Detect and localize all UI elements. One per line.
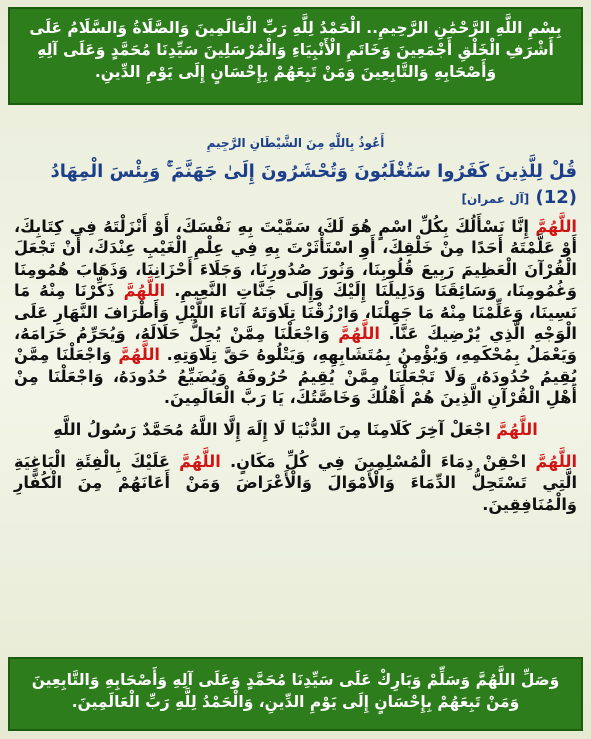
verse-number: (12) <box>535 187 577 208</box>
dua-muslims-part1: احْقِنْ دِمَاءَ الْمُسْلِمِينَ فِي كُلِّ مَكَانٍ. <box>230 451 527 471</box>
header-banner <box>8 7 583 105</box>
allahumma-word: اللَّهُمَّ <box>535 451 578 471</box>
quran-verse <box>14 159 577 212</box>
allahumma-word: اللَّهُمَّ <box>496 419 538 439</box>
footer-banner-text: وَصَلِّ اللَّهُمَّ وَسَلِّمْ وَبَارِكْ عَلَى سَيِّدِنَا مُحَمَّدٍ وَعَلَى آلِهِ وَأَصْحَابِهِ وَالتَّابِعِينَ وَمَنْ تَبِعَهُمْ بِإِحْسَانٍ إِلَى يَوْمِ الدِّينِ، وَالْحَمْدُ لِلَّهِ رَبِّ الْعَالَمِينَ. <box>31 671 560 711</box>
allahumma-word: اللَّهُمَّ <box>179 451 221 471</box>
dua-last-words <box>14 419 577 441</box>
allahumma-word: اللَّهُمَّ <box>338 324 380 344</box>
dua-quran-part1: إِنَّا نَسْأَلُكَ بِكُلِّ اسْمٍ هُوَ لَكَ، سَمَّيْتَ بِهِ نَفْسَكَ، أَوْ أَنْزَلْتَهُ فِي كِتَابِكَ، أَوْ عَلَّمْتَهُ أَحَدًا مِنْ خَلْقِكَ، أَوِ اسْتَأْثَرْتَ بِهِ فِي عِلْمِ الْغَيْبِ عِنْدَكَ، أَنْ تَجْعَلَ الْقُرْآنَ الْعَظِيمَ رَبِيعَ قُلُوبِنَا، وَنُورَ صُدُورِنَا، وَجَلَاءَ أَحْزَانِنَا، وَذَهَابَ هُمُومِنَا وَغُمُومِنَا، وَسَائِقَنَا وَدَلِيلَنَا إِلَيْكَ وَإِلَى جَنَّاتِ النَّعِيمِ. <box>14 217 577 301</box>
dua-muslims-part2: عَلَيْكَ بِالْفِئَةِ الْبَاغِيَةِ الَّتِي تَسْتَحِلُّ الدِّمَاءَ وَالْأَمْوَالَ وَالْأَعْرَاضَ وَمَنْ أَعَانَهُمْ مِنَ الْكُفَّارِ وَالْمُنَافِقِينَ. <box>14 451 577 514</box>
dua-quran-part2: ذَكِّرْنَا مِنْهُ مَا نَسِينَا، وَعَلِّمْنَا مِنْهُ مَا جَهِلْنَا، وَارْزُقْنَا تِلَاوَتَهُ آنَاءَ اللَّيْلِ وَأَطْرَافَ النَّهَارِ عَلَى الْوَجْهِ الَّذِي يُرْضِيكَ عَنَّا. <box>14 281 577 344</box>
dua-muslims <box>14 451 577 516</box>
allahumma-word: اللَّهُمَّ <box>118 345 160 365</box>
dua-quran-part4: وَاجْعَلْنَا مِمَّنْ يُقِيمُ حُدُودَهُ، وَلَا تَجْعَلْنَا مِمَّنْ يُقِيمُ حُرُوفَهُ وَيُضَيِّعُ حُدُودَهُ، وَاجْعَلْنَا مِنْ أَهْلِ الْقُرْآنِ الَّذِينَ هُمْ أَهْلُكَ وَخَاصَّتُكَ، يَا رَبَّ الْعَالَمِينَ. <box>14 345 577 408</box>
dua-quran-part3: وَاجْعَلْنَا مِمَّنْ يُحِلُّ حَلَالَهُ، وَيُحَرِّمُ حَرَامَهُ، وَيَعْمَلُ بِمُحْكَمِهِ، وَيُؤْمِنُ بِمُتَشَابِهِهِ، وَيَتْلُوهُ حَقَّ تِلَاوَتِهِ. <box>14 324 577 365</box>
dua-quran <box>14 216 577 409</box>
verse-text: قُلْ لِلَّذِينَ كَفَرُوا سَتُغْلَبُونَ وَتُحْشَرُونَ إِلَىٰ جَهَنَّمَ ۚ وَبِئْسَ الْمِهَادُ <box>50 161 577 182</box>
dua-last-words-text: اجْعَلْ آخِرَ كَلَامِنَا مِنَ الدُّنْيَا لَا إِلَهَ إِلَّا اللَّهُ مُحَمَّدٌ رَسُولُ اللَّهِ <box>53 419 491 439</box>
header-banner-text: بِسْمِ اللَّهِ الرَّحْمَٰنِ الرَّحِيمِ.. الْحَمْدُ لِلَّهِ رَبِّ الْعَالَمِينَ وَالصَّلَاةُ وَالسَّلَامُ عَلَى أَشْرَفِ الْخَلْقِ أَجْمَعِينَ وَخَاتَمِ الْأَنْبِيَاءِ وَالْمُرْسَلِينَ سَيِّدِنَا مُحَمَّدٍ وَعَلَى آلِهِ وَأَصْحَابِهِ وَالتَّابِعِينَ وَمَنْ تَبِعَهُمْ بِإِحْسَانٍ إِلَى يَوْمِ الدِّينِ. <box>29 19 562 81</box>
main-content <box>8 135 583 515</box>
allahumma-word: اللَّهُمَّ <box>123 281 166 301</box>
istiadha-line: أَعُوذُ بِاللَّهِ مِنَ الشَّيْطَانِ الرَّجِيمِ <box>206 136 385 150</box>
footer-banner <box>8 657 583 731</box>
allahumma-word: اللَّهُمَّ <box>535 217 577 236</box>
verse-reference: [آل عمران] <box>461 192 530 206</box>
